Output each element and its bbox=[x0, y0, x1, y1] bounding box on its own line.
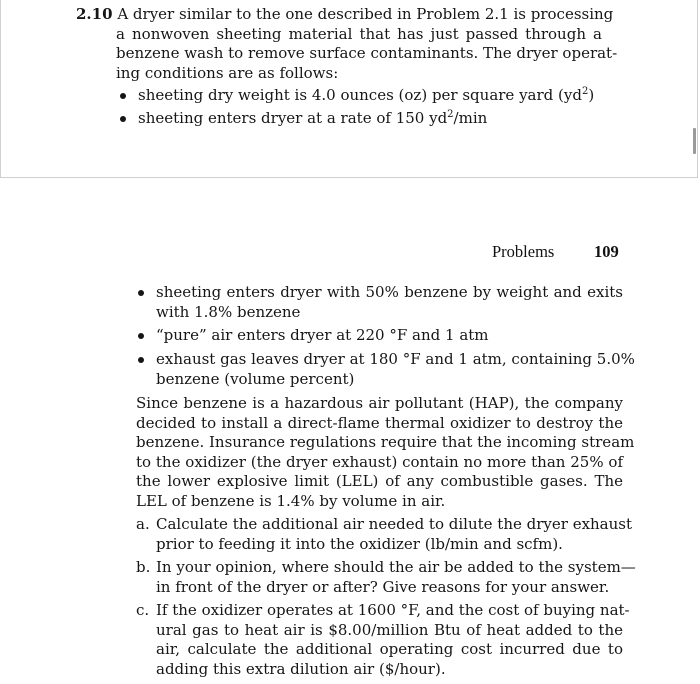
problem-intro-line: a nonwoven sheeting material that has just passed through a bbox=[116, 24, 602, 43]
paragraph-line: the lower explosive limit (LEL) of any combustible gases. The bbox=[136, 472, 623, 490]
question-label: b. bbox=[136, 558, 151, 576]
problem-intro-line: ing conditions are as follows: bbox=[116, 63, 339, 82]
scrollbar-thumb[interactable] bbox=[693, 128, 696, 154]
question-c-line: adding this extra dilution air ($/hour). bbox=[156, 659, 446, 678]
question-b-line: In your opinion, where should the air be added to the system— bbox=[156, 558, 636, 576]
question-b-line: in front of the dryer or after? Give reasons for your answer. bbox=[156, 577, 610, 596]
bullet-entry-rate: sheeting enters dryer at a rate of 150 $yd^2/\min$ bbox=[138, 109, 488, 127]
bullet-exhaust-gas: exhaust gas leaves dryer at 180 °F and 1 atm, containing 5.0% bbox=[156, 350, 635, 368]
bullet-pure-air: “pure” air enters dryer at 220 °F and 1 atm bbox=[156, 326, 489, 344]
bullet-benzene-content-cont: with 1.8% benzene bbox=[156, 302, 301, 321]
question-a-line: prior to feeding it into the oxidizer (lb/min and scfm). bbox=[156, 534, 563, 553]
problem-number: 2.10 bbox=[76, 5, 113, 23]
problem-intro-line: benzene wash to remove surface contaminants. The dryer operat- bbox=[116, 44, 618, 62]
page-number: 109 bbox=[594, 242, 619, 261]
paragraph-line: to the oxidizer (the dryer exhaust) contain no more than 25% of bbox=[136, 452, 623, 471]
question-a-line: Calculate the additional air needed to dilute the dryer exhaust bbox=[156, 515, 633, 533]
bullet-exhaust-gas-cont: benzene (volume percent) bbox=[156, 369, 355, 388]
paragraph-line: benzene. Insurance regulations require that the incoming stream bbox=[136, 433, 635, 451]
running-header-title: Problems bbox=[492, 242, 555, 261]
problem-intro-first: A dryer similar to the one described in Problem 2.1 is processing bbox=[117, 5, 614, 23]
question-c-line: air, calculate the additional operating cost incurred due to bbox=[156, 640, 623, 658]
problem-2-10-first-line bbox=[76, 5, 614, 25]
question-c-line: If the oxidizer operates at 1600 °F, and the cost of buying nat- bbox=[156, 601, 630, 619]
paragraph-line: decided to install a direct-flame thermal oxidizer to destroy the bbox=[136, 413, 623, 432]
bullet-benzene-content: sheeting enters dryer with 50% benzene by weight and exits bbox=[156, 283, 623, 301]
question-label: a. bbox=[136, 515, 150, 533]
question-label: c. bbox=[136, 601, 150, 619]
question-c-line: ural gas to heat air is $8.00/million Btu of heat added to the bbox=[156, 620, 623, 639]
paragraph-line: Since benzene is a hazardous air pollutant (HAP), the company bbox=[136, 394, 623, 412]
paragraph-line: LEL of benzene is 1.4% by volume in air. bbox=[136, 491, 446, 510]
bullet-dry-weight: sheeting dry weight is 4.0 ounces (oz) per square yard $(yd^2)$ bbox=[138, 86, 595, 104]
